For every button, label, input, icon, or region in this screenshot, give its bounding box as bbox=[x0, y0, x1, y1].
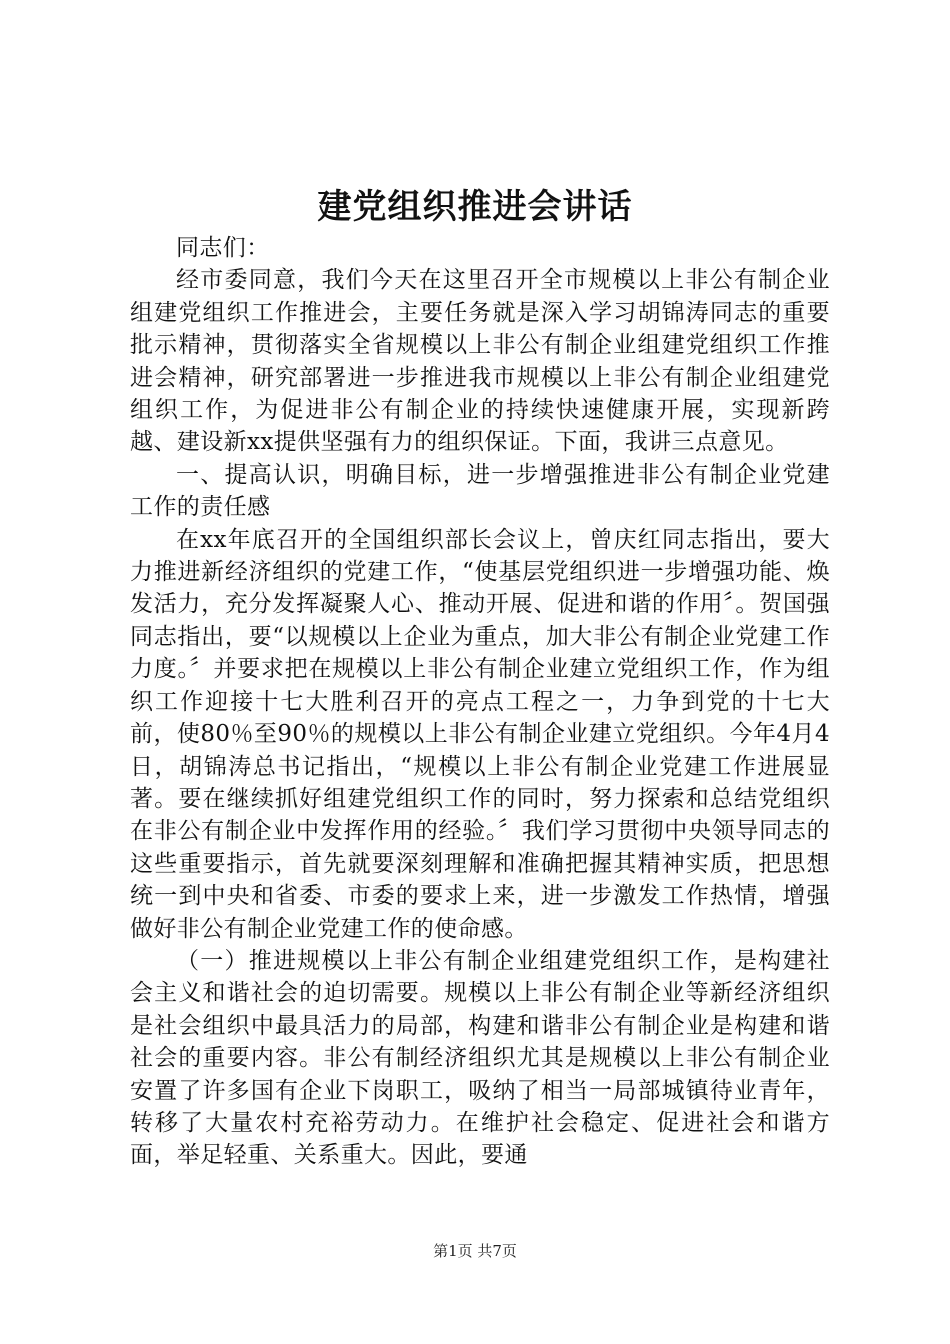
body-paragraph: 在xx年底召开的全国组织部长会议上，曾庆红同志指出，要大力推进新经济组织的党建工作，“使基层党组织进一步增强功能、焕发活力，充分发挥凝聚人心、推动开展、促进和谐的作用〞。贺国强同志指出，要“以规模以上企业为重点，加大非公有制企业党建工作力度。〞并要求把在规模以上非公有制企业建立党组织工作，作为组织工作迎接十七大胜利召开的亮点工程之一，力争到党的十七大前，使80％至90％的规模以上非公有制企业建立党组织。今年4月4日，胡锦涛总书记指出，“规模以上非公有制企业党建工作进展显著。要在继续抓好组建党组织工作的同时，努力探索和总结党组织在非公有制企业中发挥作用的经验。〞我们学习贯彻中央领导同志的这些重要指示，首先就要深刻理解和准确把握其精神实质，把思想统一到中央和省委、市委的要求上来，进一步激发工作热情，增强做好非公有制企业党建工作的使命感。 bbox=[130, 526, 830, 942]
document-title: 建党组织推进会讲话 bbox=[317, 187, 633, 227]
page-number-footer: 第1页 共7页 bbox=[433, 1242, 517, 1260]
body-paragraph: （一）推进规模以上非公有制企业组建党组织工作，是构建社会主义和谐社会的迫切需要。规模以上非公有制企业等新经济组织是社会组织中最具活力的局部，构建和谐非公有制企业是构建和谐社会的重要内容。非公有制经济组织尤其是规模以上非公有制企业安置了许多国有企业下岗职工，吸纳了相当一局部城镇待业青年，转移了大量农村充裕劳动力。在维护社会稳定、促进社会和谐方面，举足轻重、关系重大。因此，要通 bbox=[130, 947, 830, 1169]
document-body bbox=[130, 232, 830, 1172]
salutation-paragraph: 同志们： bbox=[176, 235, 270, 261]
section-heading-1: 一、提高认识，明确目标，进一步增强推进非公有制企业党建工作的责任感 bbox=[130, 461, 830, 521]
intro-paragraph: 经市委同意，我们今天在这里召开全市规模以上非公有制企业组建党组织工作推进会，主要任务就是深入学习胡锦涛同志的重要批示精神，贯彻落实全省规模以上非公有制企业组建党组织工作推进会精神，研究部署进一步推进我市规模以上非公有制企业组建党组织工作，为促进非公有制企业的持续快速健康开展，实现新跨越、建设新xx提供坚强有力的组织保证。下面，我讲三点意见。 bbox=[130, 267, 830, 456]
